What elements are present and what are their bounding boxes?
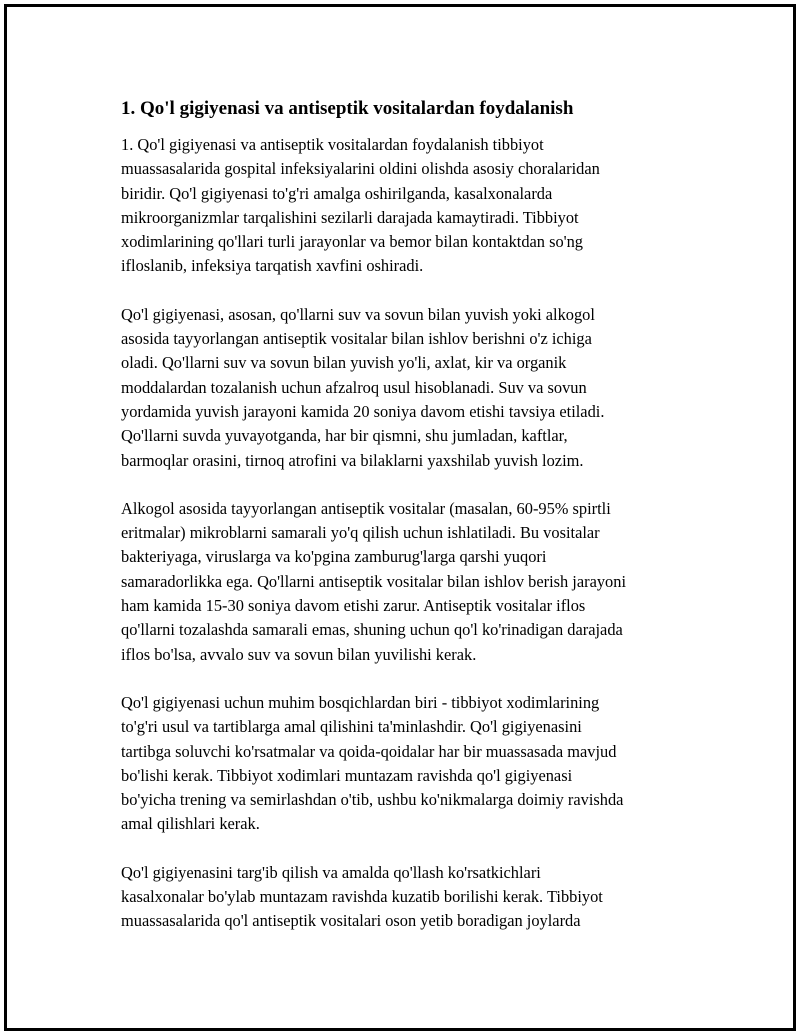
text-line: ifloslanib, infeksiya tarqatish xavfini oshiradi. <box>121 256 424 276</box>
text-line: kasalxonalar bo'ylab muntazam ravishda kuzatib borilishi kerak. Tibbiyot <box>121 887 603 907</box>
paragraph-1 <box>121 133 681 279</box>
text-line: bo'yicha trening va semirlashdan o'tib, ushbu ko'nikmalarga doimiy ravishda <box>121 790 624 810</box>
text-line: moddalardan tozalanish uchun afzalroq usul hisoblanadi. Suv va sovun <box>121 377 587 397</box>
text-line: Qo'l gigiyenasi, asosan, qo'llarni suv va sovun bilan yuvish yoki alkogol <box>121 304 595 324</box>
text-line: ham kamida 15-30 soniya davom etishi zarur. Antiseptik vositalar iflos <box>121 596 586 616</box>
text-line: iflos bo'lsa, avvalo suv va sovun bilan yuvilishi kerak. <box>121 644 477 664</box>
text-line: Qo'l gigiyenasini targ'ib qilish va amalda qo'llash ko'rsatkichlari <box>121 862 541 882</box>
text-line: Qo'llarni suvda yuvayotganda, har bir qismni, shu jumladan, kaftlar, <box>121 426 568 446</box>
text-line: barmoqlar orasini, tirnoq atrofini va bilaklarni yaxshilab yuvish lozim. <box>121 450 584 470</box>
text-line: muassasalarida gospital infeksiyalarini oldini olishda asosiy choralaridan <box>121 159 600 179</box>
text-line: biridir. Qo'l gigiyenasi to'g'ri amalga oshirilganda, kasalxonalarda <box>121 183 553 203</box>
text-line: mikroorganizmlar tarqalishini sezilarli darajada kamaytiradi. Tibbiyot <box>121 207 579 227</box>
paragraph-2 <box>121 303 681 473</box>
document-content <box>121 97 681 958</box>
text-line: tartibga soluvchi ko'rsatmalar va qoida-qoidalar har bir muassasada mavjud <box>121 741 617 761</box>
text-line: samaradorlikka ega. Qo'llarni antiseptik vositalar bilan ishlov berish jarayoni <box>121 571 627 591</box>
document-page <box>4 4 796 1031</box>
paragraph-3 <box>121 497 681 667</box>
text-line: 1. Qo'l gigiyenasi va antiseptik vositalardan foydalanish tibbiyot <box>121 135 544 154</box>
text-line: qo'llarni tozalashda samarali emas, shuning uchun qo'l ko'rinadigan darajada <box>121 620 623 640</box>
section-heading: 1. Qo'l gigiyenasi va antiseptik vositalardan foydalanish <box>121 98 574 119</box>
text-line: amal qilishlari kerak. <box>121 814 260 834</box>
paragraph-5 <box>121 861 681 934</box>
text-line: Qo'l gigiyenasi uchun muhim bosqichlardan biri - tibbiyot xodimlarining <box>121 692 600 712</box>
text-line: bakteriyaga, viruslarga va ko'pgina zamburug'larga qarshi yuqori <box>121 547 547 567</box>
text-line: muassasalarida qo'l antiseptik vositalari oson yetib boradigan joylarda <box>121 911 581 931</box>
text-line: to'g'ri usul va tartiblarga amal qilishini ta'minlashdir. Qo'l gigiyenasini <box>121 717 582 737</box>
text-line: yordamida yuvish jarayoni kamida 20 soniya davom etishi tavsiya etiladi. <box>121 401 605 421</box>
text-line: Alkogol asosida tayyorlangan antiseptik vositalar (masalan, 60-95% spirtli <box>121 498 611 518</box>
text-line: oladi. Qo'llarni suv va sovun bilan yuvish yo'li, axlat, kir va organik <box>121 353 567 373</box>
text-line: asosida tayyorlangan antiseptik vositalar bilan ishlov berishni o'z ichiga <box>121 329 592 349</box>
text-line: eritmalar) mikroblarni samarali yo'q qilish uchun ishlatiladi. Bu vositalar <box>121 523 600 543</box>
paragraph-4 <box>121 691 681 837</box>
text-line: bo'lishi kerak. Tibbiyot xodimlari muntazam ravishda qo'l gigiyenasi <box>121 765 573 785</box>
text-line: xodimlarining qo'llari turli jarayonlar va bemor bilan kontaktdan so'ng <box>121 232 584 252</box>
